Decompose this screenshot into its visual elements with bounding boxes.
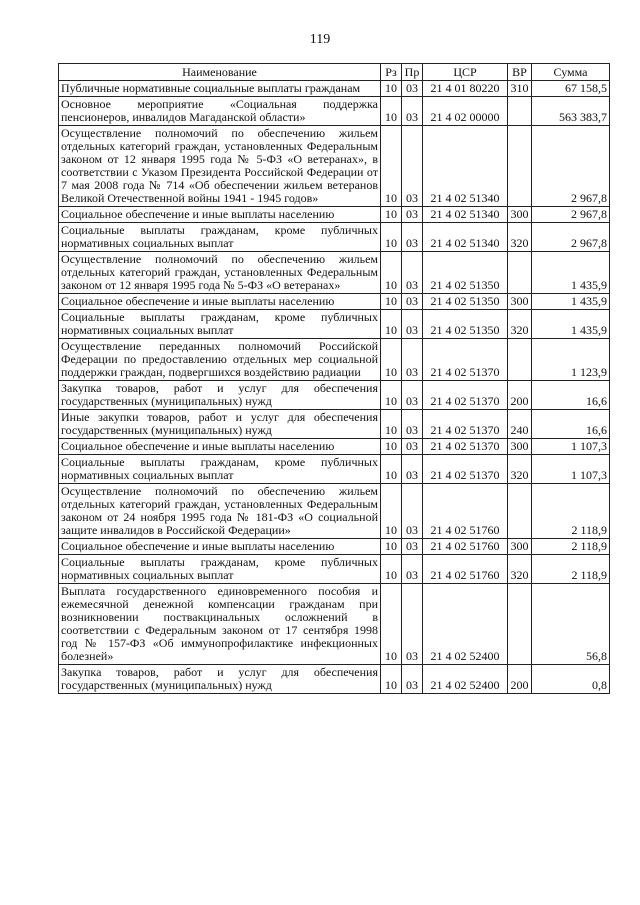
cell-csr: 21 4 02 51760 — [423, 555, 508, 584]
cell-rz: 10 — [381, 339, 402, 381]
table-row — [59, 539, 610, 555]
cell-pr: 03 — [402, 339, 423, 381]
cell-name: Основное мероприятие «Социальная поддержка пенсионеров, инвалидов Магаданской области» — [59, 97, 381, 126]
table-row — [59, 207, 610, 223]
cell-vr: 320 — [508, 310, 532, 339]
table-header-row — [59, 64, 610, 81]
cell-vr: 300 — [508, 539, 532, 555]
cell-pr: 03 — [402, 381, 423, 410]
cell-name: Социальные выплаты гражданам, кроме публичных нормативных социальных выплат — [59, 555, 381, 584]
cell-sum: 2 967,8 — [532, 126, 610, 207]
cell-pr: 03 — [402, 207, 423, 223]
header-vr: ВР — [508, 64, 532, 81]
cell-csr: 21 4 02 51340 — [423, 223, 508, 252]
header-rz: Рз — [381, 64, 402, 81]
cell-sum: 563 383,7 — [532, 97, 610, 126]
cell-name: Социальное обеспечение и иные выплаты населению — [59, 439, 381, 455]
cell-csr: 21 4 02 51370 — [423, 381, 508, 410]
cell-pr: 03 — [402, 81, 423, 97]
cell-sum: 1 107,3 — [532, 439, 610, 455]
cell-csr: 21 4 02 51370 — [423, 455, 508, 484]
table-row — [59, 252, 610, 294]
cell-sum: 2 118,9 — [532, 484, 610, 539]
cell-vr — [508, 252, 532, 294]
header-pr: Пр — [402, 64, 423, 81]
cell-pr: 03 — [402, 439, 423, 455]
cell-name: Осуществление полномочий по обеспечению жильем отдельных категорий граждан, установленных Федеральным законом от 12 января 1995 года № 5-ФЗ «О ветеранах» — [59, 252, 381, 294]
cell-vr: 240 — [508, 410, 532, 439]
table-row — [59, 439, 610, 455]
cell-pr: 03 — [402, 294, 423, 310]
cell-rz: 10 — [381, 539, 402, 555]
cell-rz: 10 — [381, 381, 402, 410]
cell-vr: 300 — [508, 439, 532, 455]
cell-csr: 21 4 02 51370 — [423, 339, 508, 381]
cell-vr — [508, 484, 532, 539]
cell-sum: 16,6 — [532, 381, 610, 410]
cell-csr: 21 4 02 52400 — [423, 584, 508, 665]
cell-rz: 10 — [381, 665, 402, 694]
cell-vr: 320 — [508, 555, 532, 584]
cell-sum: 2 967,8 — [532, 207, 610, 223]
cell-rz: 10 — [381, 126, 402, 207]
cell-pr: 03 — [402, 455, 423, 484]
table-row — [59, 381, 610, 410]
cell-pr: 03 — [402, 539, 423, 555]
cell-sum: 0,8 — [532, 665, 610, 694]
cell-csr: 21 4 02 51350 — [423, 310, 508, 339]
cell-rz: 10 — [381, 455, 402, 484]
cell-name: Осуществление полномочий по обеспечению жильем отдельных категорий граждан, установленных Федеральным законом от 24 ноября 1995 года № 181-ФЗ «О социальной защите инвалидов в Российской Федерации» — [59, 484, 381, 539]
cell-sum: 1 435,9 — [532, 310, 610, 339]
cell-vr: 300 — [508, 294, 532, 310]
cell-vr: 200 — [508, 381, 532, 410]
cell-name: Социальное обеспечение и иные выплаты населению — [59, 539, 381, 555]
cell-rz: 10 — [381, 223, 402, 252]
cell-csr: 21 4 02 51350 — [423, 252, 508, 294]
cell-name: Социальное обеспечение и иные выплаты населению — [59, 207, 381, 223]
cell-pr: 03 — [402, 584, 423, 665]
cell-csr: 21 4 02 51760 — [423, 539, 508, 555]
cell-pr: 03 — [402, 97, 423, 126]
cell-name: Социальные выплаты гражданам, кроме публичных нормативных социальных выплат — [59, 223, 381, 252]
cell-sum: 1 107,3 — [532, 455, 610, 484]
cell-sum: 56,8 — [532, 584, 610, 665]
cell-name: Публичные нормативные социальные выплаты гражданам — [59, 81, 381, 97]
cell-csr: 21 4 01 80220 — [423, 81, 508, 97]
cell-rz: 10 — [381, 310, 402, 339]
cell-csr: 21 4 02 51370 — [423, 410, 508, 439]
table-row — [59, 339, 610, 381]
cell-vr — [508, 584, 532, 665]
cell-rz: 10 — [381, 484, 402, 539]
cell-sum: 2 118,9 — [532, 539, 610, 555]
cell-sum: 2 967,8 — [532, 223, 610, 252]
cell-sum: 67 158,5 — [532, 81, 610, 97]
cell-csr: 21 4 02 00000 — [423, 97, 508, 126]
cell-name: Осуществление полномочий по обеспечению жильем отдельных категорий граждан, установленных Федеральным законом от 12 января 1995 года № 5-ФЗ «О ветеранах», в соответствии с Указом Президента Российской Федерации от 7 мая 2008 года № 714 «Об обеспечении жильем ветеранов Великой Отечественной войны 1941 - 1945 годов» — [59, 126, 381, 207]
cell-vr: 320 — [508, 223, 532, 252]
cell-rz: 10 — [381, 555, 402, 584]
cell-vr — [508, 97, 532, 126]
table-row — [59, 455, 610, 484]
cell-rz: 10 — [381, 81, 402, 97]
cell-name: Социальные выплаты гражданам, кроме публичных нормативных социальных выплат — [59, 310, 381, 339]
cell-name: Осуществление переданных полномочий Российской Федерации по предоставлению отдельных мер социальной поддержки граждан, подвергшихся воздействию радиации — [59, 339, 381, 381]
cell-name: Социальные выплаты гражданам, кроме публичных нормативных социальных выплат — [59, 455, 381, 484]
cell-pr: 03 — [402, 665, 423, 694]
cell-name: Закупка товаров, работ и услуг для обеспечения государственных (муниципальных) нужд — [59, 381, 381, 410]
header-name: Наименование — [59, 64, 381, 81]
header-sum: Сумма — [532, 64, 610, 81]
cell-sum: 1 435,9 — [532, 252, 610, 294]
cell-rz: 10 — [381, 97, 402, 126]
cell-pr: 03 — [402, 126, 423, 207]
table-row — [59, 484, 610, 539]
cell-sum: 1 123,9 — [532, 339, 610, 381]
cell-csr: 21 4 02 51370 — [423, 439, 508, 455]
cell-pr: 03 — [402, 252, 423, 294]
table-row — [59, 665, 610, 694]
table-row — [59, 126, 610, 207]
cell-vr — [508, 339, 532, 381]
table-row — [59, 223, 610, 252]
cell-csr: 21 4 02 51760 — [423, 484, 508, 539]
cell-pr: 03 — [402, 223, 423, 252]
cell-pr: 03 — [402, 484, 423, 539]
cell-rz: 10 — [381, 207, 402, 223]
cell-vr: 200 — [508, 665, 532, 694]
cell-name: Социальное обеспечение и иные выплаты населению — [59, 294, 381, 310]
table-row — [59, 410, 610, 439]
table-row — [59, 584, 610, 665]
cell-csr: 21 4 02 52400 — [423, 665, 508, 694]
cell-sum: 2 118,9 — [532, 555, 610, 584]
table-row — [59, 555, 610, 584]
cell-vr: 310 — [508, 81, 532, 97]
table-row — [59, 81, 610, 97]
cell-csr: 21 4 02 51350 — [423, 294, 508, 310]
table-row — [59, 310, 610, 339]
cell-vr: 320 — [508, 455, 532, 484]
budget-table — [58, 63, 610, 694]
header-csr: ЦСР — [423, 64, 508, 81]
cell-vr: 300 — [508, 207, 532, 223]
cell-name: Выплата государственного единовременного пособия и ежемесячной денежной компенсации гражданам при возникновении поствакцинальных осложнений в соответствии с Федеральным законом от 17 сентября 1998 год № 157-ФЗ «Об иммунопрофилактике инфекционных болезней» — [59, 584, 381, 665]
cell-csr: 21 4 02 51340 — [423, 126, 508, 207]
cell-rz: 10 — [381, 584, 402, 665]
cell-name: Закупка товаров, работ и услуг для обеспечения государственных (муниципальных) нужд — [59, 665, 381, 694]
cell-sum: 16,6 — [532, 410, 610, 439]
cell-pr: 03 — [402, 555, 423, 584]
cell-rz: 10 — [381, 294, 402, 310]
cell-pr: 03 — [402, 310, 423, 339]
page-number: 119 — [309, 32, 331, 47]
cell-sum: 1 435,9 — [532, 294, 610, 310]
cell-name: Иные закупки товаров, работ и услуг для обеспечения государственных (муниципальных) нужд — [59, 410, 381, 439]
table-row — [59, 97, 610, 126]
cell-pr: 03 — [402, 410, 423, 439]
cell-rz: 10 — [381, 439, 402, 455]
cell-rz: 10 — [381, 252, 402, 294]
cell-csr: 21 4 02 51340 — [423, 207, 508, 223]
cell-vr — [508, 126, 532, 207]
table-row — [59, 294, 610, 310]
cell-rz: 10 — [381, 410, 402, 439]
